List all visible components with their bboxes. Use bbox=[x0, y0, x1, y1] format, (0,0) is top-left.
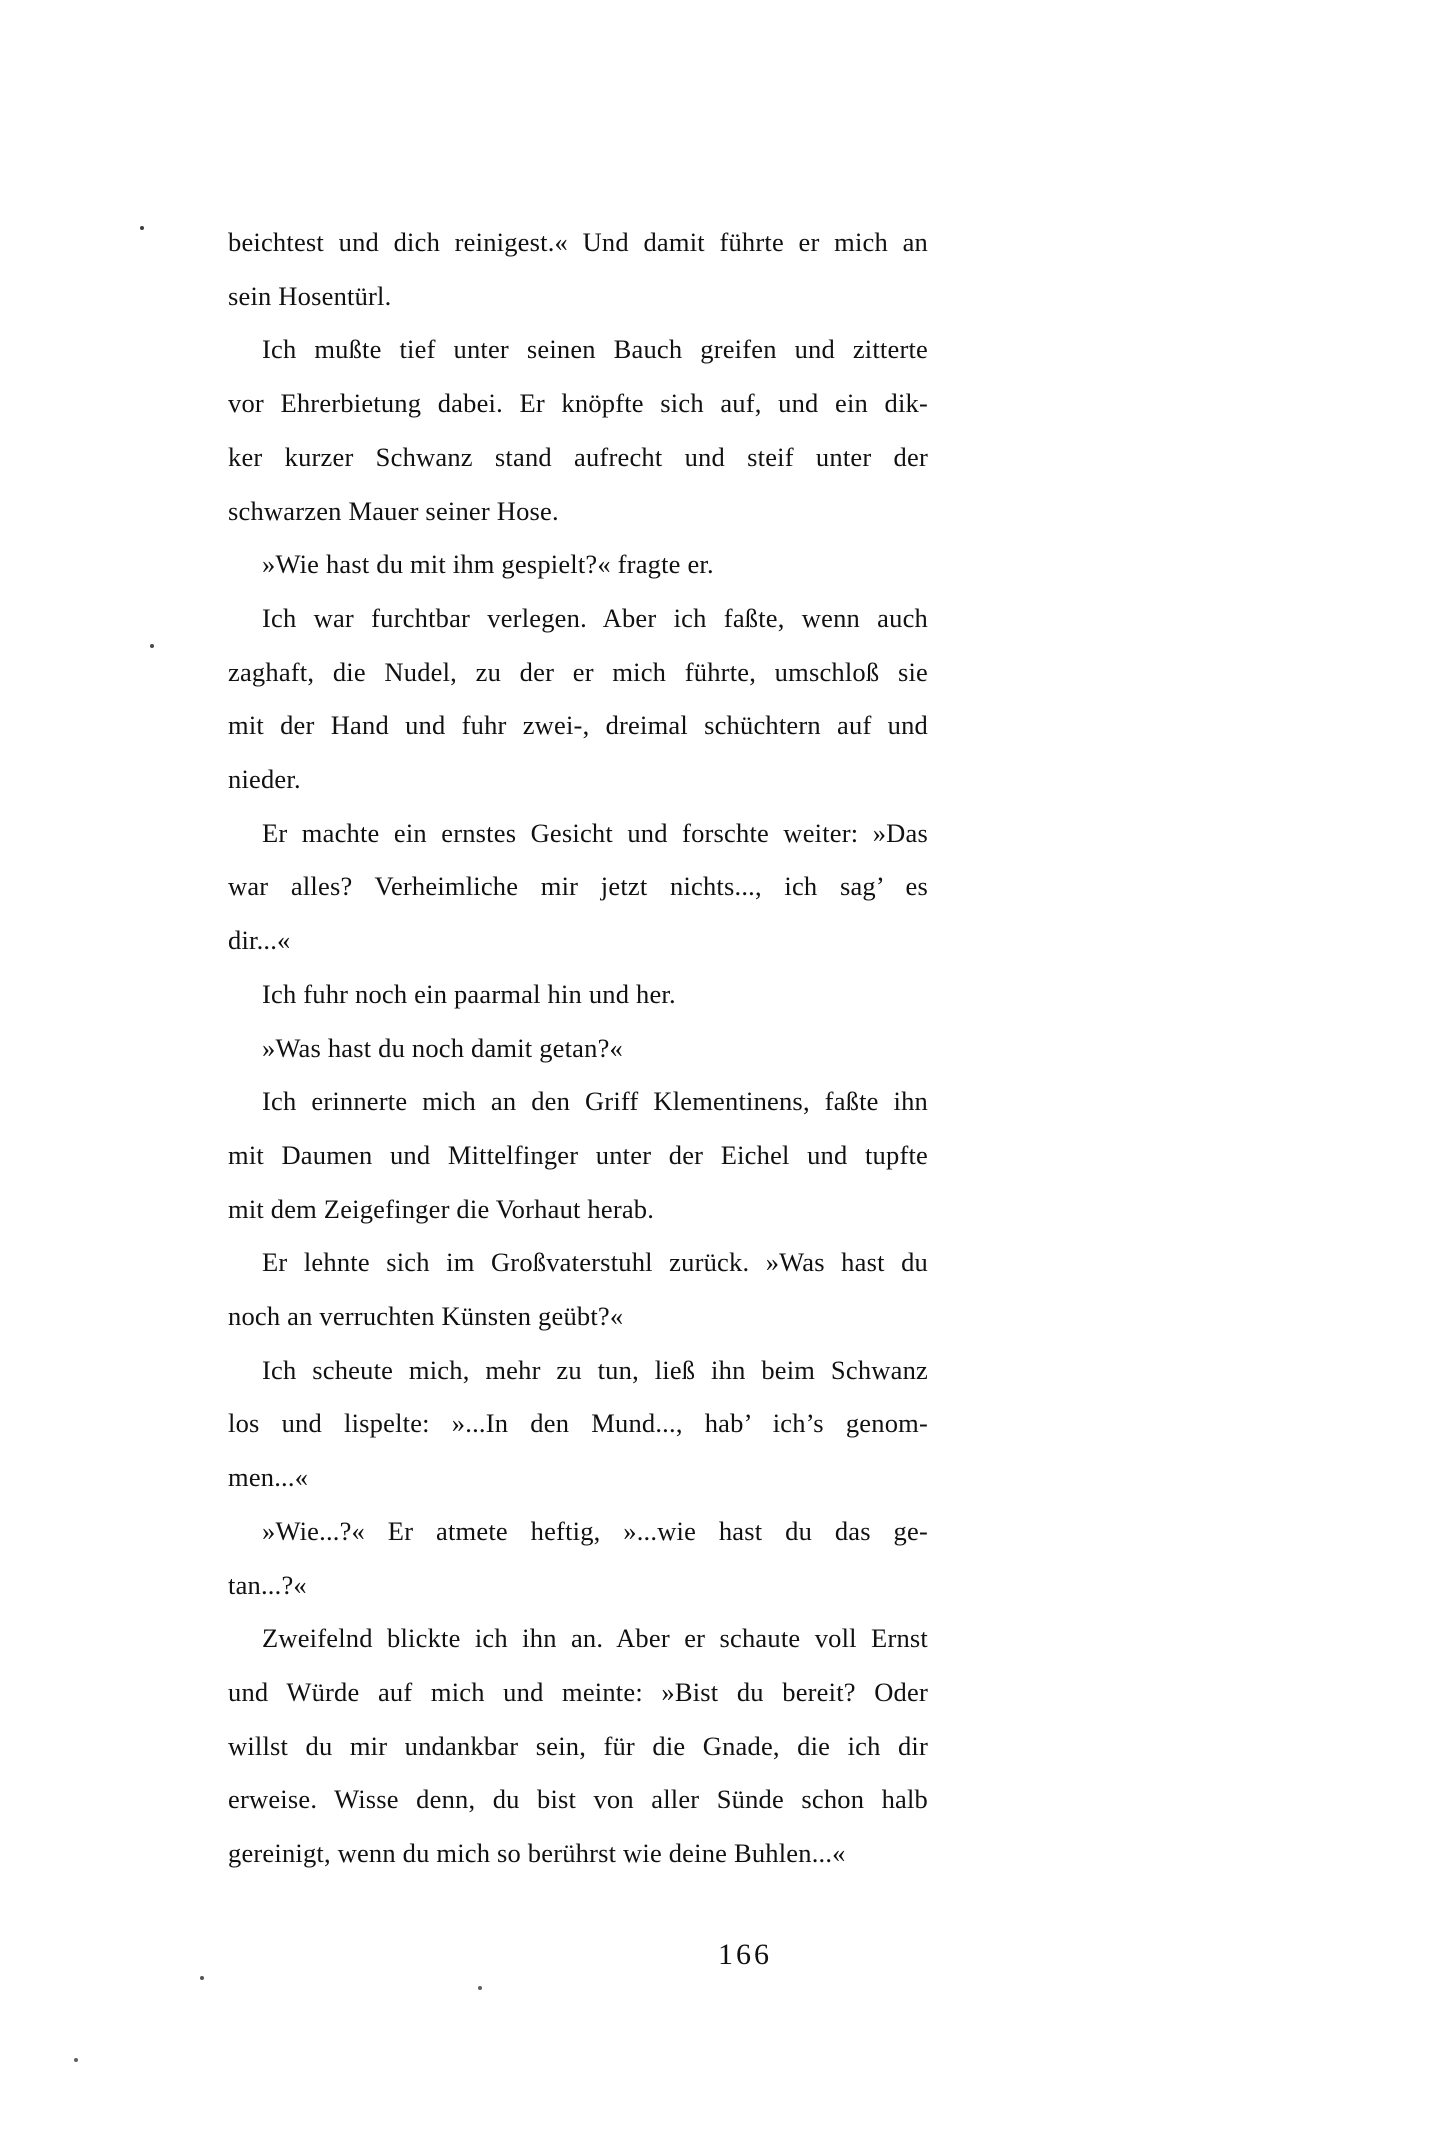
text-line: los und lispelte: »...In den Mund..., hab’ ich’s genom- bbox=[228, 1408, 928, 1439]
text-line: Er machte ein ernstes Gesicht und forschte weiter: »Das bbox=[262, 817, 928, 848]
paragraph bbox=[228, 807, 928, 968]
text-line: willst du mir undankbar sein, für die Gnade, die ich dir bbox=[228, 1730, 928, 1761]
text-line: nieder. bbox=[228, 764, 301, 795]
paragraph bbox=[228, 538, 928, 592]
text-line: »Wie...?« Er atmete heftig, »...wie hast du das ge- bbox=[262, 1515, 928, 1546]
text-line: mit der Hand und fuhr zwei-, dreimal schüchtern auf und bbox=[228, 710, 928, 741]
scan-speckle bbox=[150, 644, 154, 648]
scan-speckle bbox=[140, 226, 144, 230]
text-line: Zweifelnd blickte ich ihn an. Aber er schaute voll Ernst bbox=[262, 1623, 928, 1654]
text-line: mit dem Zeigefinger die Vorhaut herab. bbox=[228, 1193, 655, 1224]
text-line: »Was hast du noch damit getan?« bbox=[262, 1032, 623, 1063]
text-line: vor Ehrerbietung dabei. Er knöpfte sich auf, und ein dik- bbox=[228, 388, 928, 419]
text-line: ker kurzer Schwanz stand aufrecht und steif unter der bbox=[228, 441, 928, 472]
text-line: Ich scheute mich, mehr zu tun, ließ ihn beim Schwanz bbox=[262, 1354, 928, 1385]
text-line: tan...?« bbox=[228, 1569, 307, 1600]
paragraph bbox=[228, 1505, 928, 1612]
paragraph bbox=[228, 1022, 928, 1076]
text-line: Ich erinnerte mich an den Griff Klementinens, faßte ihn bbox=[262, 1086, 928, 1117]
page-text bbox=[228, 216, 928, 1881]
text-line: beichtest und dich reinigest.« Und damit führte er mich an bbox=[228, 227, 928, 257]
paragraph bbox=[228, 323, 928, 538]
text-line: sein Hosentürl. bbox=[228, 280, 392, 311]
page-number: 166 bbox=[718, 1938, 772, 1971]
text-line: Ich fuhr noch ein paarmal hin und her. bbox=[262, 978, 676, 1009]
text-line: Er lehnte sich im Großvaterstuhl zurück. »Was hast du bbox=[262, 1247, 928, 1278]
text-line: noch an verruchten Künsten geübt?« bbox=[228, 1301, 624, 1332]
text-line: dir...« bbox=[228, 925, 291, 956]
paragraph bbox=[228, 1236, 928, 1343]
paragraph bbox=[228, 216, 928, 323]
text-line: gereinigt, wenn du mich so berührst wie deine Buhlen...« bbox=[228, 1838, 846, 1869]
text-line: »Wie hast du mit ihm gespielt?« fragte er. bbox=[262, 549, 714, 580]
text-line: mit Daumen und Mittelfinger unter der Eichel und tupfte bbox=[228, 1139, 928, 1170]
paragraph bbox=[228, 968, 928, 1022]
text-line: schwarzen Mauer seiner Hose. bbox=[228, 495, 559, 526]
text-line: und Würde auf mich und meinte: »Bist du bereit? Oder bbox=[228, 1676, 928, 1707]
scan-speckle bbox=[478, 1986, 482, 1990]
paragraph bbox=[228, 1344, 928, 1505]
text-line: Ich mußte tief unter seinen Bauch greifen und zitterte bbox=[262, 334, 928, 365]
text-line: erweise. Wisse denn, du bist von aller Sünde schon halb bbox=[228, 1784, 928, 1815]
paragraph bbox=[228, 1075, 928, 1236]
text-line: men...« bbox=[228, 1462, 309, 1493]
scan-speckle bbox=[74, 2058, 78, 2062]
paragraph bbox=[228, 592, 928, 807]
paragraph bbox=[228, 1612, 928, 1881]
text-line: Ich war furchtbar verlegen. Aber ich faßte, wenn auch bbox=[262, 602, 928, 633]
scan-speckle bbox=[200, 1976, 204, 1980]
text-line: war alles? Verheimliche mir jetzt nichts..., ich sag’ es bbox=[228, 871, 928, 902]
text-line: zaghaft, die Nudel, zu der er mich führte, umschloß sie bbox=[228, 656, 928, 687]
